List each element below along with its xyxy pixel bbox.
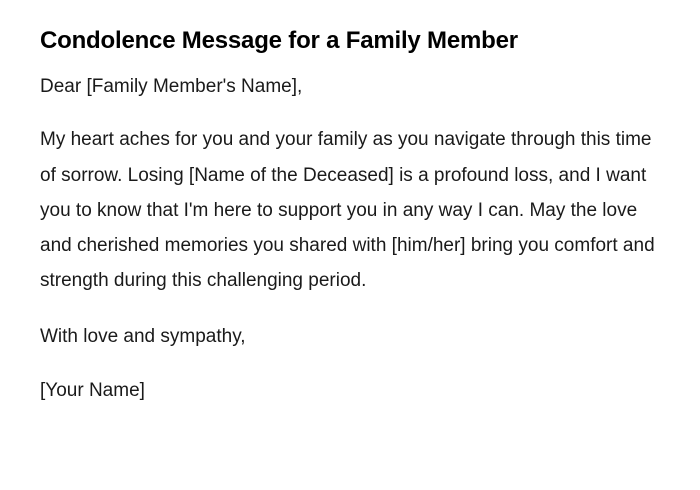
salutation: Dear [Family Member's Name], — [40, 76, 303, 97]
page-title: Condolence Message for a Family Member — [40, 27, 518, 54]
signature: [Your Name] — [40, 380, 145, 402]
closing-line: With love and sympathy, — [40, 325, 246, 347]
body-paragraph: My heart aches for you and your family as you navigate through this time of sorrow. Losing [Name of the Deceased] is a profound loss, and I want you to know that I'm here to support you in any way I can. May the love and cherished memories you shared with [him/her] bring you comfort and strength during this challenging period. — [40, 129, 655, 292]
condolence-letter — [40, 24, 660, 408]
